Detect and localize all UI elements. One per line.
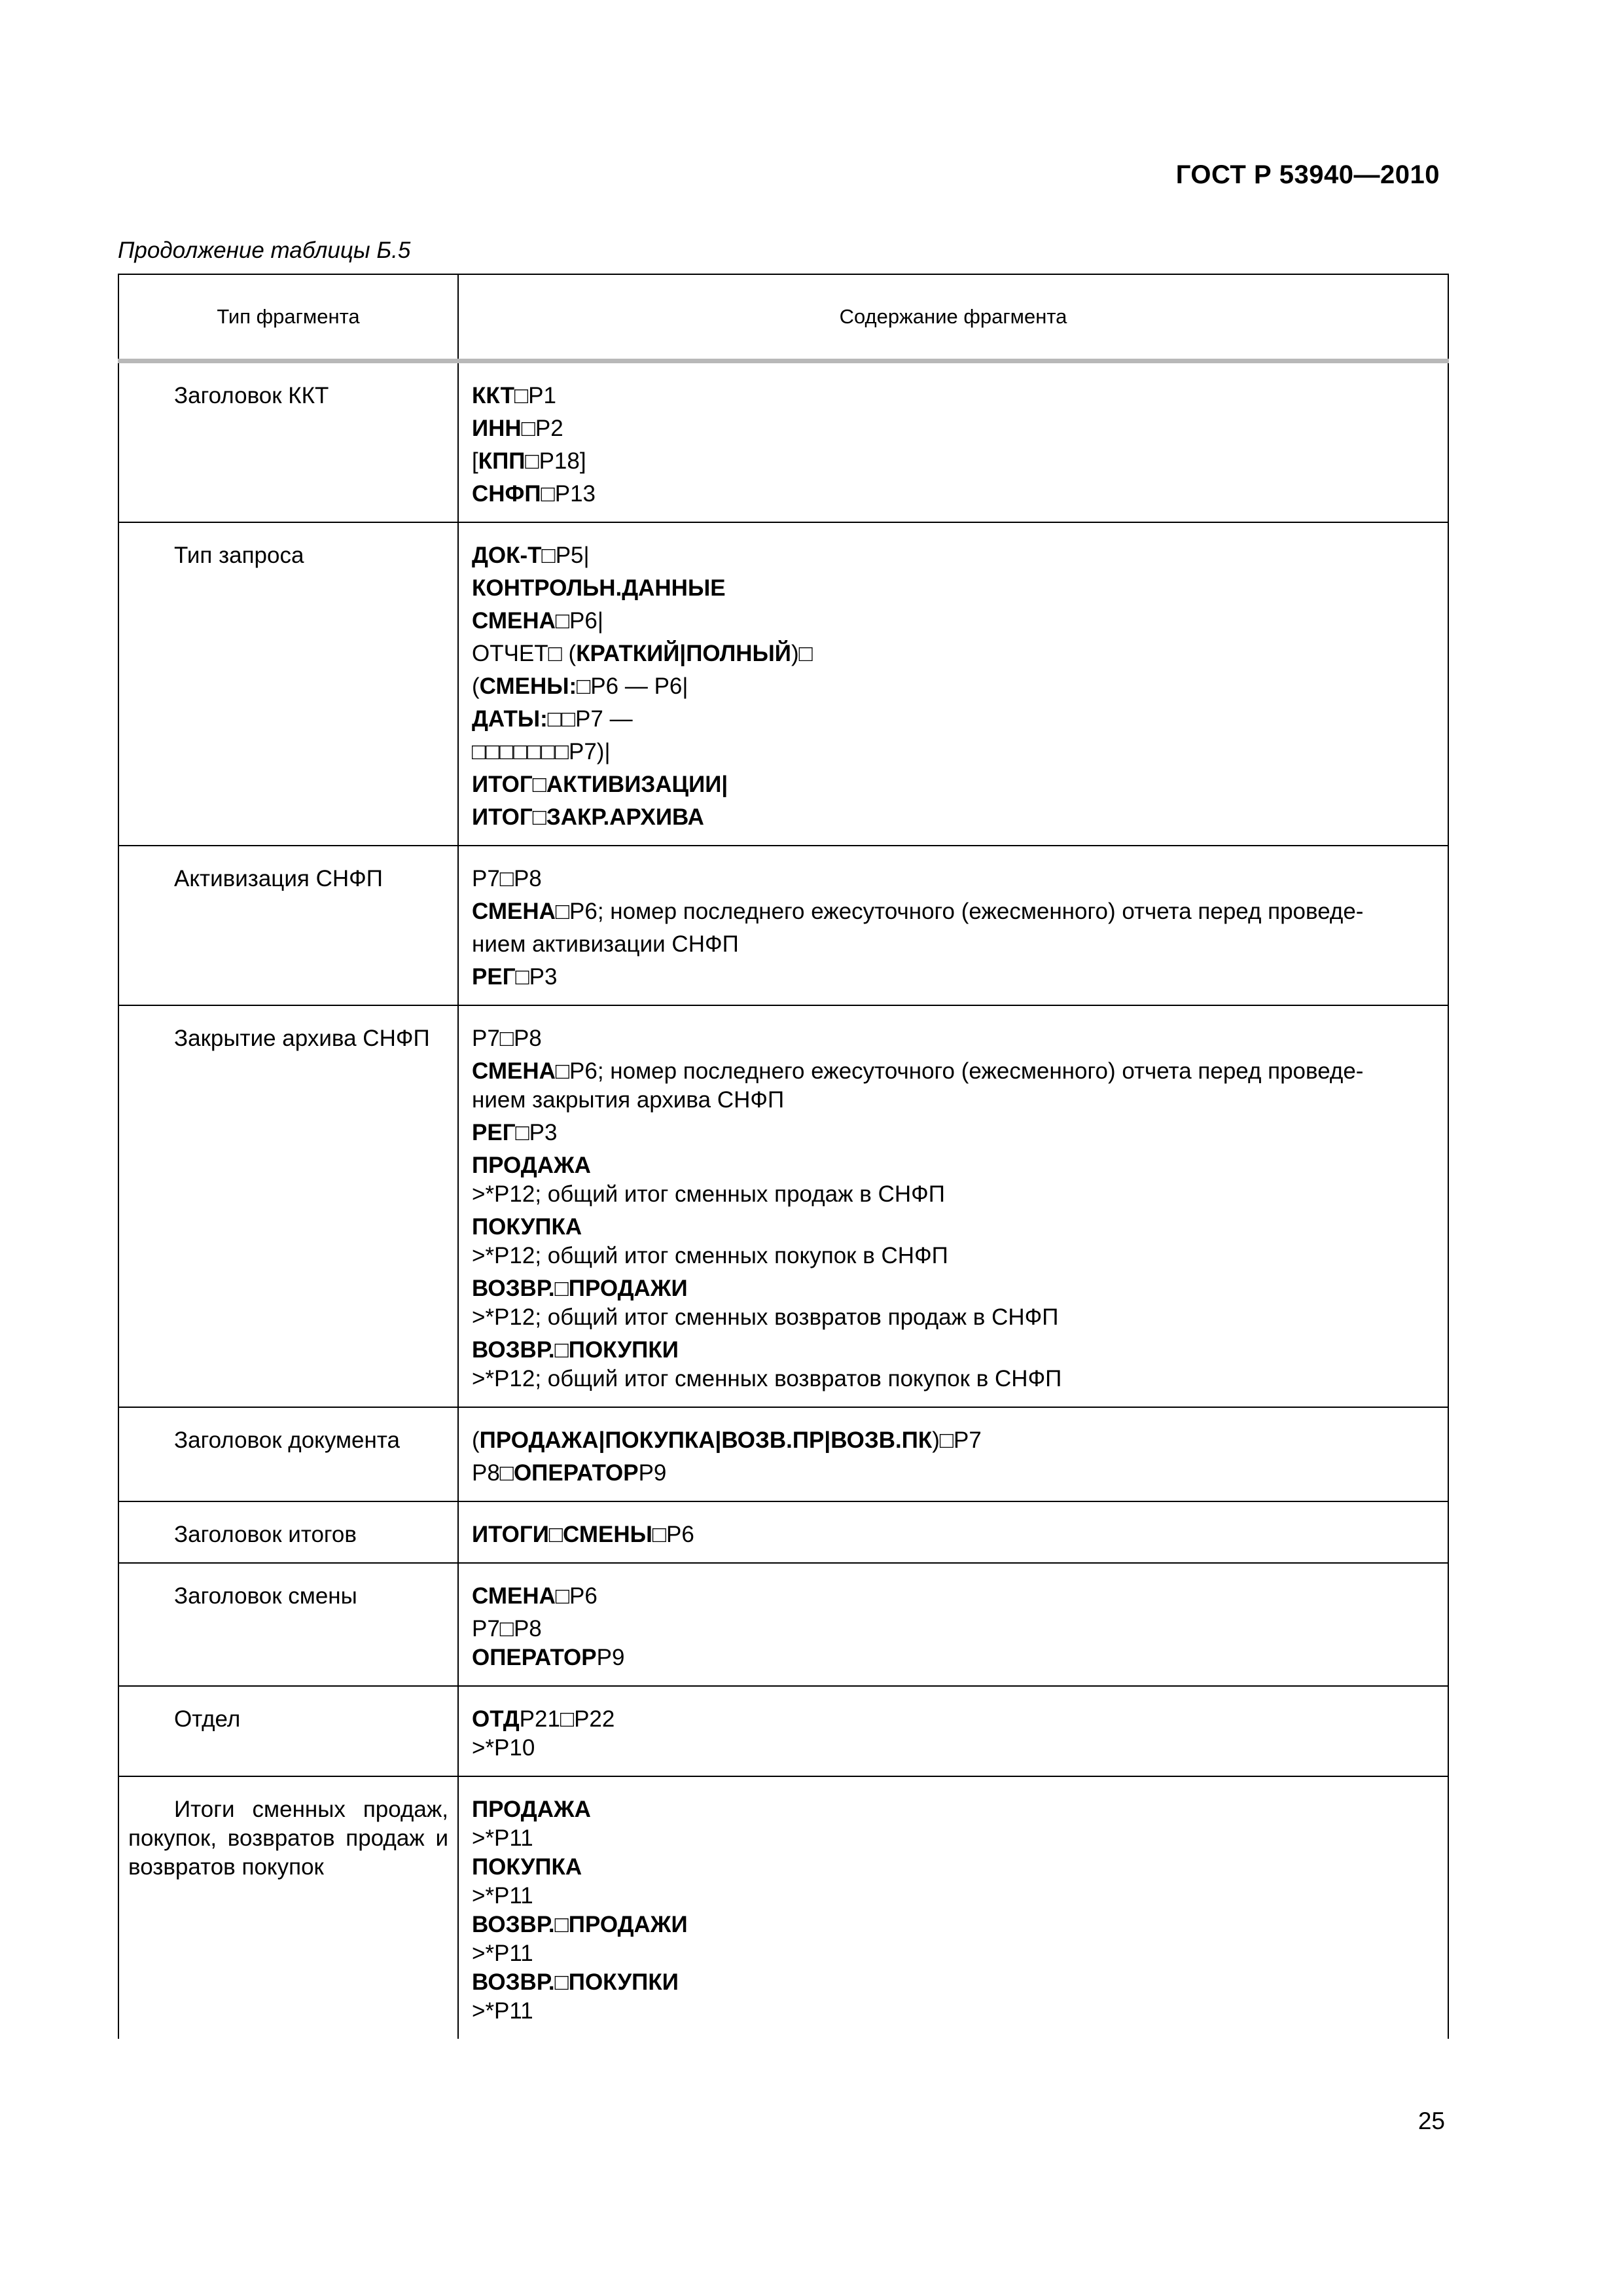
parameter-text: [ (472, 448, 478, 474)
content-line (472, 1520, 1437, 1549)
keyword-text: ОПЕРАТОР (472, 1645, 597, 1670)
keyword-text: ВОЗВР.□ПОКУПКИ (472, 1969, 679, 1995)
fragment-content-cell (458, 1501, 1448, 1563)
table-row (118, 1563, 1448, 1686)
content-line (472, 930, 1437, 959)
keyword-text: КРАТКИЙ|ПОЛНЫЙ (576, 641, 791, 666)
fragment-type-cell: Итоги сменных продаж, покупок, возвратов продаж и возвратов покупок (118, 1776, 458, 2039)
content-line (472, 1336, 1437, 1365)
fragment-type-cell: Заголовок итогов (118, 1501, 458, 1563)
fragment-content-cell (458, 522, 1448, 846)
keyword-text: ОТД (472, 1706, 520, 1732)
parameter-text: P9 (638, 1460, 667, 1486)
keyword-text: ДОК-Т□ (472, 543, 556, 568)
keyword-text: ОПЕРАТОР (513, 1460, 639, 1486)
document-header: ГОСТ Р 53940—2010 (1175, 160, 1440, 189)
content-line (472, 1274, 1437, 1303)
content-line (472, 1303, 1437, 1332)
content-line (472, 1426, 1437, 1455)
fragment-content-cell (458, 1005, 1448, 1407)
parameter-text: P3 (529, 964, 558, 990)
content-line (472, 1459, 1437, 1488)
parameter-text: >*P11 (472, 1998, 533, 2024)
content-line (472, 865, 1437, 893)
page-number: 25 (1418, 2108, 1445, 2134)
parameter-text: P1 (528, 383, 556, 408)
parameter-text: >*P11 (472, 1883, 533, 1909)
parameter-text: □□P7 — (547, 706, 633, 732)
parameter-text: >*P11 (472, 1825, 533, 1851)
keyword-text: СНФП□ (472, 481, 555, 507)
parameter-text: ( (472, 1427, 480, 1453)
parameter-text: P6| (569, 608, 603, 634)
content-line (472, 1795, 1437, 1824)
content-line (472, 1180, 1437, 1209)
content-line (472, 1615, 1437, 1643)
parameter-text: P8□ (472, 1460, 514, 1486)
keyword-text: РЕГ□ (472, 1120, 529, 1145)
content-line (472, 705, 1437, 734)
parameter-text: P6 (666, 1522, 694, 1547)
content-line (472, 1853, 1437, 1882)
keyword-text: ПРОДАЖА (472, 1797, 591, 1822)
parameter-text: >*P12; общий итог сменных возвратов покупок в СНФП (472, 1366, 1062, 1391)
keyword-text: ИНН□ (472, 416, 535, 441)
fragment-table (118, 274, 1449, 2039)
content-line (472, 1734, 1437, 1763)
parameter-text: P13 (554, 481, 596, 507)
content-line (472, 1910, 1437, 1939)
parameter-text: P7□P8 (472, 1026, 542, 1051)
table-row (118, 846, 1448, 1005)
keyword-text: СМЕНЫ: (479, 673, 577, 699)
parameter-text: )□ (791, 641, 813, 666)
parameter-text: P6 (569, 1583, 597, 1609)
parameter-text: )□P7 (932, 1427, 982, 1453)
parameter-text: □□□□□□□P7)| (472, 739, 611, 764)
parameter-text: нием закрытия архива СНФП (472, 1087, 785, 1113)
parameter-text: P18] (539, 448, 586, 474)
keyword-text: ВОЗВР.□ПОКУПКИ (472, 1337, 679, 1363)
content-line (472, 1939, 1437, 1968)
content-line (472, 1705, 1437, 1734)
parameter-text: P5| (555, 543, 590, 568)
parameter-text: ( (472, 673, 480, 699)
parameter-text: >*P12; общий итог сменных возвратов продаж в СНФП (472, 1304, 1059, 1330)
content-line (472, 1582, 1437, 1611)
content-line (472, 1643, 1437, 1672)
keyword-text: ВОЗВР.□ПРОДАЖИ (472, 1276, 688, 1301)
parameter-text: P7□P8 (472, 866, 542, 891)
fragment-content-cell (458, 1563, 1448, 1686)
content-line (472, 1824, 1437, 1853)
table-row (118, 522, 1448, 846)
column-header-type: Тип фрагмента (118, 274, 458, 361)
keyword-text: ИТОГ□ЗАКР.АРХИВА (472, 804, 704, 830)
fragment-type-cell: Активизация СНФП (118, 846, 458, 1005)
content-line (472, 1024, 1437, 1053)
content-line (472, 574, 1437, 603)
parameter-text: >*P12; общий итог сменных продаж в СНФП (472, 1181, 945, 1207)
content-line (472, 672, 1437, 701)
content-line (472, 1119, 1437, 1147)
fragment-content-cell (458, 1776, 1448, 2039)
content-line (472, 1151, 1437, 1180)
table-header-row (118, 274, 1448, 361)
content-line (472, 480, 1437, 509)
content-line (472, 1365, 1437, 1393)
keyword-text: КПП□ (478, 448, 539, 474)
table-caption: Продолжение таблицы Б.5 (118, 238, 411, 263)
content-line (472, 447, 1437, 476)
fragment-type-cell: Отдел (118, 1686, 458, 1776)
content-line (472, 1242, 1437, 1270)
keyword-text: ДАТЫ: (472, 706, 548, 732)
parameter-text: >*P12; общий итог сменных покупок в СНФП (472, 1243, 948, 1268)
keyword-text: РЕГ□ (472, 964, 529, 990)
content-line (472, 607, 1437, 636)
keyword-text: КОНТРОЛЬН.ДАННЫЕ (472, 575, 726, 601)
parameter-text: >*P11 (472, 1941, 533, 1966)
keyword-text: ВОЗВР.□ПРОДАЖИ (472, 1912, 688, 1937)
keyword-text: СМЕНА□ (472, 899, 570, 924)
content-line (472, 382, 1437, 410)
fragment-content-cell (458, 846, 1448, 1005)
parameter-text: ОТЧЕТ□ ( (472, 641, 577, 666)
fragment-content-cell (458, 1407, 1448, 1501)
parameter-text: P9 (596, 1645, 625, 1670)
keyword-text: ПРОДАЖА (472, 1153, 591, 1178)
content-line (472, 803, 1437, 832)
fragment-type-cell: Заголовок ККТ (118, 361, 458, 523)
content-line (472, 541, 1437, 570)
keyword-text: ИТОГ□АКТИВИЗАЦИИ| (472, 772, 728, 797)
parameter-text: >*P10 (472, 1735, 535, 1761)
table-row (118, 361, 1448, 523)
parameter-text: P7□P8 (472, 1616, 542, 1641)
parameter-text: P2 (535, 416, 563, 441)
content-line (472, 1882, 1437, 1910)
keyword-text: СМЕНА□ (472, 608, 570, 634)
parameter-text: P6; номер последнего ежесуточного (ежесменного) отчета перед проведе- (569, 1058, 1364, 1084)
fragment-type-cell: Закрытие архива СНФП (118, 1005, 458, 1407)
content-line (472, 414, 1437, 443)
parameter-text: P6; номер последнего ежесуточного (ежесменного) отчета перед проведе- (569, 899, 1364, 924)
fragment-type-cell: Тип запроса (118, 522, 458, 846)
keyword-text: ИТОГИ□СМЕНЫ□ (472, 1522, 667, 1547)
content-line (472, 1057, 1437, 1086)
content-line (472, 639, 1437, 668)
keyword-text: ПРОДАЖА|ПОКУПКА|ВОЗВ.ПР|ВОЗВ.ПК (479, 1427, 933, 1453)
content-line (472, 1968, 1437, 1997)
keyword-text: ПОКУПКА (472, 1854, 582, 1880)
keyword-text: СМЕНА□ (472, 1583, 570, 1609)
content-line (472, 1997, 1437, 2026)
table-body (118, 361, 1448, 2039)
fragment-type-cell: Заголовок документа (118, 1407, 458, 1501)
table-row (118, 1407, 1448, 1501)
fragment-type-cell: Заголовок смены (118, 1563, 458, 1686)
content-line (472, 897, 1437, 926)
parameter-text: нием активизации СНФП (472, 931, 739, 957)
column-header-content: Содержание фрагмента (458, 274, 1448, 361)
content-line (472, 1213, 1437, 1242)
parameter-text: □P6 — P6| (577, 673, 688, 699)
content-line (472, 1086, 1437, 1115)
fragment-content-cell (458, 1686, 1448, 1776)
table-row (118, 1005, 1448, 1407)
content-line (472, 770, 1437, 799)
keyword-text: ПОКУПКА (472, 1214, 582, 1240)
keyword-text: СМЕНА□ (472, 1058, 570, 1084)
table-row (118, 1776, 1448, 2039)
table-row (118, 1501, 1448, 1563)
content-line (472, 963, 1437, 992)
content-line (472, 738, 1437, 766)
fragment-content-cell (458, 361, 1448, 523)
table-row (118, 1686, 1448, 1776)
parameter-text: P21□P22 (519, 1706, 615, 1732)
parameter-text: P3 (529, 1120, 558, 1145)
keyword-text: ККТ□ (472, 383, 529, 408)
